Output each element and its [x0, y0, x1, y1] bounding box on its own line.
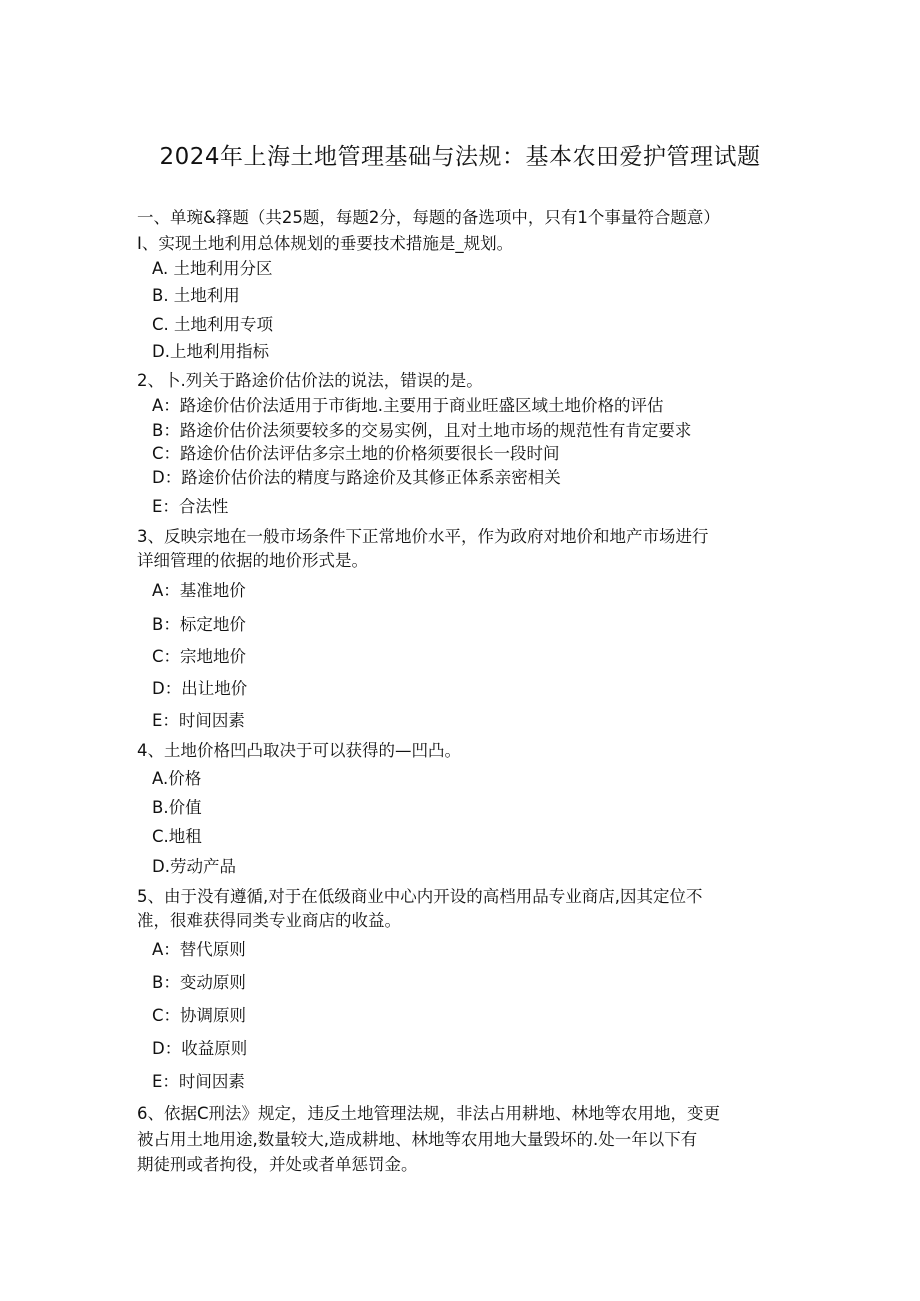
question-5-option-e: E：时间因素	[152, 1072, 245, 1091]
question-2-option-d: D：路途价估价法的精度与路途价及其修正体系亲密相关	[152, 468, 561, 487]
question-5-option-d: D：收益原则	[152, 1039, 248, 1058]
question-3-option-c: C：宗地地价	[152, 647, 247, 666]
question-1-option-a: A. 土地利用分区	[152, 259, 273, 278]
question-6-text-line-1: 6、依据C刑法》规定，违反土地管理法规，非法占用耕地、林地等农用地，变更	[137, 1104, 721, 1123]
question-3-text-line-2: 详细管理的依据的地价形式是。	[137, 551, 368, 570]
question-4-option-d: D.劳动产品	[152, 857, 236, 876]
question-2-option-b: B：路途价估价法须要较多的交易实例，且对土地市场的规范性有肯定要求	[152, 421, 692, 440]
question-5-text-line-2: 准，很难获得同类专业商店的收益。	[137, 911, 401, 930]
document-title: 2024年上海土地管理基础与法规：基本农田爱护管理试题	[159, 144, 761, 170]
question-2-text: 2、卜.列关于路途价估价法的说法，错误的是。	[137, 371, 483, 390]
question-2-option-a: A：路途价估价法适用于市街地.主要用于商业旺盛区域土地价格的评估	[152, 396, 664, 415]
question-4-text: 4、土地价格凹凸取决于可以获得的—凹凸。	[137, 741, 461, 760]
question-3-option-b: B：标定地价	[152, 615, 246, 634]
question-3-option-e: E：时间因素	[152, 711, 245, 730]
question-1-option-c: C. 土地利用专项	[152, 315, 274, 334]
question-6-text-line-2: 被占用土地用途,数量较大,造成耕地、林地等农用地大量毁坏的.处一年以下有	[137, 1130, 698, 1149]
question-4-option-b: B.价值	[152, 798, 202, 817]
question-5-text-line-1: 5、由于没有遵循,对于在低级商业中心内开设的高档用品专业商店,因其定位不	[137, 887, 703, 906]
question-3-option-d: D：出让地价	[152, 679, 248, 698]
question-1-option-d: D.上地利用指标	[152, 342, 269, 361]
question-5-option-a: A：替代原则	[152, 940, 246, 959]
question-5-option-c: C：协调原则	[152, 1006, 247, 1025]
question-3-option-a: A：基准地价	[152, 581, 246, 600]
question-4-option-a: A.价格	[152, 769, 202, 788]
question-1-text: I、实现土地利用总体规划的垂要技术措施是_规划。	[137, 234, 514, 253]
question-4-option-c: C.地租	[152, 827, 202, 846]
question-2-option-e: E：合法性	[152, 497, 229, 516]
question-1-option-b: B. 土地利用	[152, 286, 240, 305]
section-header: 一、单琬&箨题（共25题，每题2分，每题的备选项中，只有1个事量符合题意）	[137, 208, 720, 227]
question-2-option-c: C：路途价估价法评估多宗土地的价格须要很长一段时间	[152, 444, 560, 463]
question-5-option-b: B：变动原则	[152, 973, 246, 992]
question-3-text-line-1: 3、反映宗地在一般市场条件下正常地价水平，作为政府对地价和地产市场进行	[137, 527, 709, 546]
question-6-text-line-3: 期徒刑或者拘役，并处或者单惩罚金。	[137, 1155, 418, 1174]
